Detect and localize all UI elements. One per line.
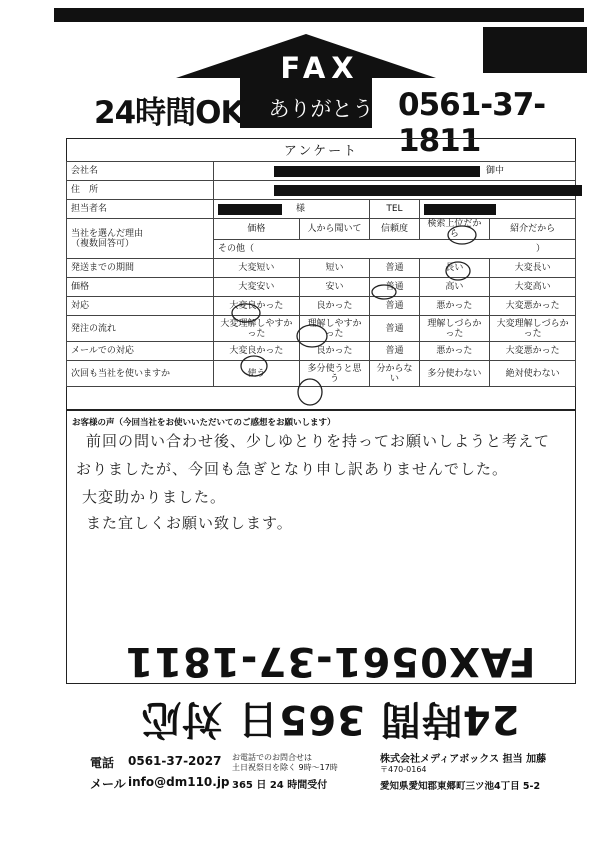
reason-label: 当社を選んだ理由 （複数回答可） (67, 219, 214, 259)
comment-line: おりましたが、今回も急ぎとなり申し訳ありませんでした。 (76, 460, 509, 478)
rating-option[interactable]: 良かった (299, 342, 370, 361)
survey-title: アンケート (283, 144, 359, 159)
survey-row: 対応 大変良かった 良かった 普通 悪かった 大変悪かった (67, 297, 576, 316)
person-label: 担当者名 (67, 200, 214, 219)
comments-label: お客様の声（今回当社をお使いいただいてのご感想をお願いします） (72, 418, 336, 428)
company-label: 会社名 (67, 162, 214, 181)
rating-option[interactable]: 使う (214, 361, 300, 387)
rating-option[interactable]: 絶対使わない (490, 361, 576, 387)
reason-option-trust[interactable]: 信頼度 (370, 219, 419, 240)
rating-option[interactable]: 大変悪かった (490, 297, 576, 316)
rating-option[interactable]: 大変短い (214, 259, 300, 278)
rating-option[interactable]: 大変良かった (214, 342, 300, 361)
rating-option[interactable]: 大変安い (214, 278, 300, 297)
reason-option-introduction[interactable]: 紹介だから (490, 219, 576, 240)
rating-option[interactable]: 短い (299, 259, 370, 278)
rating-option[interactable]: 大変長い (490, 259, 576, 278)
thanks-label: ありがとう (268, 97, 374, 121)
survey-row: 次回も当社を使いますか 使う 多分使うと思う 分からない 多分使わない 絶対使わない (67, 361, 576, 387)
rating-option[interactable]: 安い (299, 278, 370, 297)
survey-row: 発送までの期間 大変短い 短い 普通 長い 大変長い (67, 259, 576, 278)
company-name: 株式会社メディアボックス 担当 加藤 (380, 754, 547, 765)
inquiry-line-1: お電話でのお問合せは (232, 753, 312, 762)
rating-option[interactable]: 多分使わない (419, 361, 490, 387)
rating-option[interactable]: 悪かった (419, 297, 490, 316)
rating-option[interactable]: 大変理解しやすかった (214, 316, 300, 342)
survey-row: 発注の流れ 大変理解しやすかった 理解しやすかった 普通 理解しづらかった 大変理解しづらかった (67, 316, 576, 342)
comment-line: 前回の問い合わせ後、少しゆとりを持ってお願いしようと考えて (86, 432, 551, 450)
rating-option[interactable]: 悪かった (419, 342, 490, 361)
footer-banner: 24時間 365日 対応 FAX0561-37-1811 (124, 638, 536, 742)
header-24h: 24時間OK (94, 95, 244, 131)
reason-option-price[interactable]: 価格 (214, 219, 300, 240)
rating-option[interactable]: 多分使うと思う (299, 361, 370, 387)
rating-option[interactable]: 大変悪かった (490, 342, 576, 361)
reason-other[interactable]: その他（ ） (214, 240, 576, 259)
rating-option[interactable]: 普通 (370, 316, 419, 342)
rating-option[interactable]: 普通 (370, 278, 419, 297)
comment-line: 大変助かりました。 (82, 488, 227, 506)
fax-hours: 365 日 24 時間受付 (232, 780, 328, 791)
comment-line: また宜しくお願い致します。 (86, 514, 293, 532)
rating-option[interactable]: 分からない (370, 361, 419, 387)
mail-address: info@dm110.jp (128, 775, 230, 789)
postal-code: 〒470-0164 (380, 765, 427, 774)
header-fax-number: 0561-37-1811 (398, 87, 546, 159)
rating-option[interactable]: 長い (419, 259, 490, 278)
address-label: 住 所 (67, 181, 214, 200)
person-value: 様 (214, 200, 370, 219)
rating-option[interactable]: 良かった (299, 297, 370, 316)
rating-option[interactable]: 大変理解しづらかった (490, 316, 576, 342)
rating-option[interactable]: 普通 (370, 297, 419, 316)
rating-option[interactable]: 大変高い (490, 278, 576, 297)
rating-option[interactable]: 理解しづらかった (419, 316, 490, 342)
company-address: 愛知県愛知郡東郷町三ツ池4丁目 5-2 (380, 781, 541, 792)
fax-label: FAX (280, 51, 360, 85)
company-value: 御中 (214, 162, 576, 181)
reason-option-search[interactable]: 検索上位だから (419, 219, 490, 240)
reason-option-referral[interactable]: 人から聞いて (299, 219, 370, 240)
rating-option[interactable]: 大変良かった (214, 297, 300, 316)
phone-number: 0561-37-2027 (128, 754, 222, 768)
survey-row: 価格 大変安い 安い 普通 高い 大変高い (67, 278, 576, 297)
rating-option[interactable]: 理解しやすかった (299, 316, 370, 342)
rating-option[interactable]: 普通 (370, 342, 419, 361)
rating-option[interactable]: 高い (419, 278, 490, 297)
mail-label: メール (90, 777, 126, 791)
rating-option[interactable]: 普通 (370, 259, 419, 278)
tel-label: TEL (370, 200, 419, 219)
survey-row: メールでの対応 大変良かった 良かった 普通 悪かった 大変悪かった (67, 342, 576, 361)
phone-label: 電話 (90, 756, 115, 770)
inquiry-line-2: 土日祝祭日を除く 9時～17時 (232, 763, 338, 772)
